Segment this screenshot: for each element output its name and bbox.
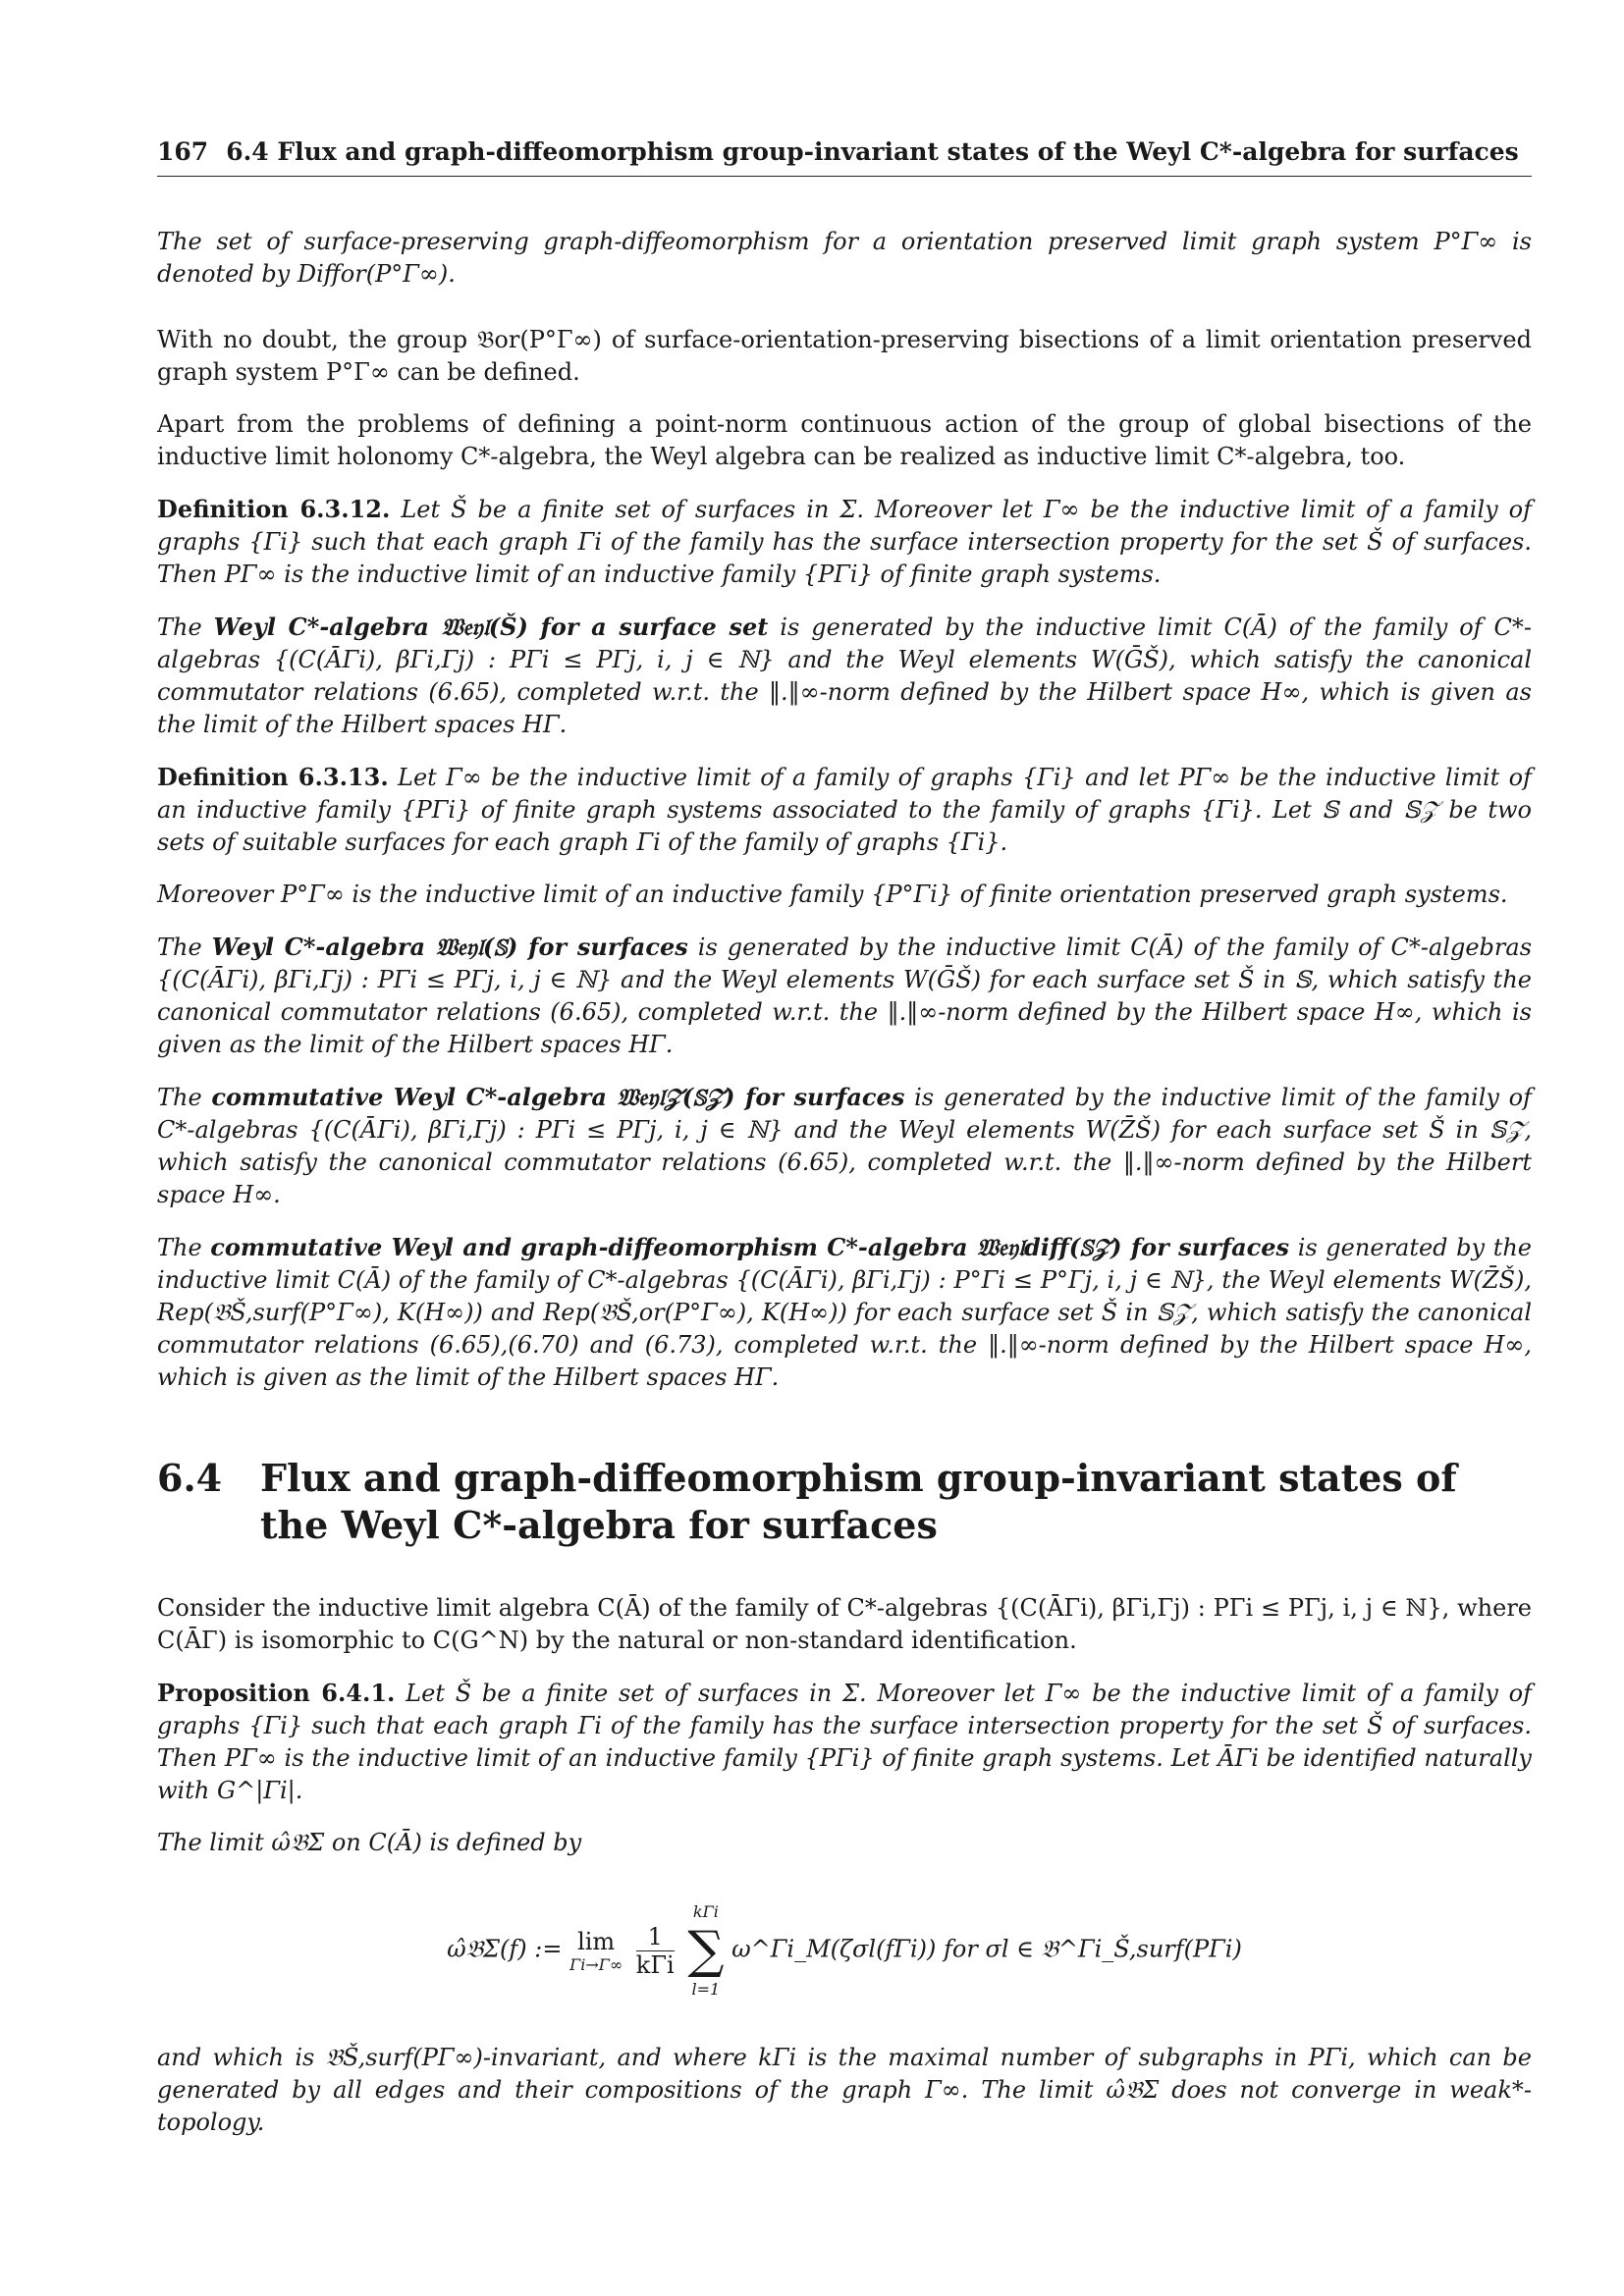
- term-weyl-surfaces: Weyl C*-algebra 𝔚𝔢𝔶𝔩(𝕊) for surfaces: [211, 933, 688, 961]
- definition-6-3-13-weyl: [157, 931, 1532, 1061]
- sum-upper: kΓi: [692, 1902, 719, 1921]
- definition-6-3-13: [157, 761, 1532, 859]
- definition-6-3-13-diff: [157, 1231, 1532, 1394]
- equation-rhs: ω^Γi_M(ζσl(fΓi)) for σl ∈ 𝔅^Γi_Š,surf(PΓi): [731, 1935, 1242, 1963]
- definition-text: Let Š be a finite set of surfaces in Σ. Moreover let Γ∞ be the inductive limit of a family of graphs {Γi} such that each graph Γi of the family has the surface intersection property for the set Š of surfaces. Then PΓ∞ is the inductive limit of an inductive family {PΓi} of finite graph systems.: [157, 496, 1532, 588]
- sum-symbol: ∑: [687, 1921, 725, 1980]
- proposition-label: Proposition 6.4.1.: [157, 1679, 396, 1707]
- text-fragment: is generated by the inductive limit C(Ā) of the family of C*-algebras {(C(ĀΓi), βΓi,Γj) : P°Γi ≤ P°Γj, i, j ∈ ℕ}, the Weyl elements W(Z̄Š), Rep(𝔅Š,surf(P°Γ∞), K(H∞)) and Rep(𝔅Š,or(P°Γ∞), K(H∞)) for each surface set Š in 𝕊𝒵, which satisfy the canonical commutator relations (6.65),(6.70) and (6.73), completed w.r.t. the ‖.‖∞-norm defined by the Hilbert space H∞, which is given as the limit of the Hilbert spaces HΓ.: [157, 1234, 1533, 1391]
- page-number: 167: [157, 137, 209, 166]
- text-fragment: The: [157, 1084, 212, 1111]
- term-commutative-weyl-diff: commutative Weyl and graph-diffeomorphism C*-algebra 𝔚𝔢𝔶𝔩diff(𝕊𝒵) for surfaces: [210, 1233, 1290, 1261]
- equation-fraction: [636, 1923, 675, 1979]
- section-heading: [157, 1455, 1532, 1549]
- equation-limit: [569, 1928, 623, 1974]
- limit-equation: [157, 1902, 1532, 1999]
- running-header: [157, 137, 1532, 177]
- section-number: 6.4: [157, 1456, 223, 1500]
- definition-label: Definition 6.3.13.: [157, 763, 389, 791]
- definition-6-3-12-weyl: [157, 611, 1532, 741]
- text-fragment: The: [157, 614, 214, 641]
- definition-6-3-13-moreover: Moreover P°Γ∞ is the inductive limit of an inductive family {P°Γi} of finite orientation preserved graph systems.: [157, 881, 1508, 908]
- text-fragment: is generated by the inductive limit C(Ā) of the family of C*-algebras {(C(ĀΓi), βΓi,Γj) : PΓi ≤ PΓj, i, j ∈ ℕ} and the Weyl elements W(ḠŠ), which satisfy the canonical commutator relations (6.65), completed w.r.t. the ‖.‖∞-norm defined by the Hilbert space H∞, which is given as the limit of the Hilbert spaces HΓ.: [157, 614, 1533, 738]
- definition-6-3-12: [157, 493, 1532, 591]
- text-fragment: is generated by the inductive limit of the family of C*-algebras {(C(ĀΓi), βΓi,Γj) : PΓi ≤ PΓj, i, j ∈ ℕ} and the Weyl elements W(Z̄Š) for each surface set Š in 𝕊𝒵, which satisfy the canonical commutator relations (6.65), completed w.r.t. the ‖.‖∞-norm defined by the Hilbert space H∞.: [157, 1084, 1533, 1208]
- text-fragment: The: [157, 934, 212, 961]
- text-fragment: The: [157, 1234, 211, 1261]
- paragraph-bisections: With no doubt, the group 𝔅or(P°Γ∞) of surface-orientation-preserving bisections of a limit orientation preserved graph system P°Γ∞ can be defined.: [157, 326, 1532, 386]
- paragraph-diff: The set of surface-preserving graph-diffeomorphism for a orientation preserved limit graph system P°Γ∞ is denoted by Diffor(P°Γ∞).: [157, 228, 1532, 288]
- proposition-text: Let Š be a finite set of surfaces in Σ. Moreover let Γ∞ be the inductive limit of a family of graphs {Γi} such that each graph Γi of the family has the surface intersection property for the set Š of surfaces. Then PΓ∞ is the inductive limit of an inductive family {PΓi} of finite graph systems. Let ĀΓi be identified naturally with G^|Γi|.: [157, 1680, 1532, 1804]
- equation-lhs: ω̂𝔅Σ(f) :=: [447, 1935, 563, 1963]
- definition-label: Definition 6.3.12.: [157, 495, 391, 523]
- definition-6-3-13-commutative: [157, 1081, 1532, 1211]
- page: [157, 137, 1532, 2159]
- fraction-denominator: kΓi: [635, 1950, 675, 1979]
- paragraph-apart: Apart from the problems of defining a point-norm continuous action of the group of global bisections of the inductive limit holonomy C*-algebra, the Weyl algebra can be realized as inductive limit C*-algebra, too.: [157, 410, 1532, 470]
- term-commutative-weyl: commutative Weyl C*-algebra 𝔚𝔢𝔶𝔩𝒵(𝕊𝒵) for surfaces: [211, 1083, 905, 1111]
- definition-text: Let Γ∞ be the inductive limit of a family of graphs {Γi} and let PΓ∞ be the inductive limit of an inductive family {PΓi} of finite graph systems associated to the family of graphs {Γi}. Let 𝕊 and 𝕊𝒵 be two sets of suitable surfaces for each graph Γi of the family of graphs {Γi}.: [157, 764, 1532, 856]
- text-fragment: is generated by the inductive limit C(Ā) of the family of C*-algebras {(C(ĀΓi), βΓi,Γj) : PΓi ≤ PΓj, i, j ∈ ℕ} and the Weyl elements W(ḠŠ) for each surface set Š in 𝕊, which satisfy the canonical commutator relations (6.65), completed w.r.t. the ‖.‖∞-norm defined by the Hilbert space H∞, which is given as the limit of the Hilbert spaces HΓ.: [157, 934, 1533, 1058]
- proposition-conclusion: and which is 𝔅Š,surf(PΓ∞)-invariant, and where kΓi is the maximal number of subgraphs in PΓi, which can be generated by all edges and their compositions of the graph Γ∞. The limit ω̂𝔅Σ does not converge in weak*-topology.: [157, 2044, 1532, 2136]
- fraction-numerator: 1: [647, 1922, 663, 1950]
- running-title: 6.4 Flux and graph-diffeomorphism group-invariant states of the Weyl C*-algebra for surfaces: [226, 137, 1519, 166]
- limit-operator: lim: [577, 1927, 616, 1955]
- limit-subscript: Γi→Γ∞: [569, 1954, 623, 1974]
- sum-lower: l=1: [691, 1980, 721, 1999]
- proposition-6-4-1: [157, 1677, 1532, 1807]
- section-title: Flux and graph-diffeomorphism group-invariant states of the Weyl C*-algebra for surfaces: [260, 1456, 1457, 1547]
- equation-sum: [687, 1902, 724, 1999]
- paragraph-consider: Consider the inductive limit algebra C(Ā) of the family of C*-algebras {(C(ĀΓi), βΓi,Γj) : PΓi ≤ PΓj, i, j ∈ ℕ}, where C(ĀΓ) is isomorphic to C(G^N) by the natural or non-standard identification.: [157, 1594, 1532, 1654]
- term-weyl-surface-set: Weyl C*-algebra 𝔚𝔢𝔶𝔩(Š) for a surface set: [213, 613, 769, 641]
- limit-intro: The limit ω̂𝔅Σ on C(Ā) is defined by: [157, 1829, 582, 1856]
